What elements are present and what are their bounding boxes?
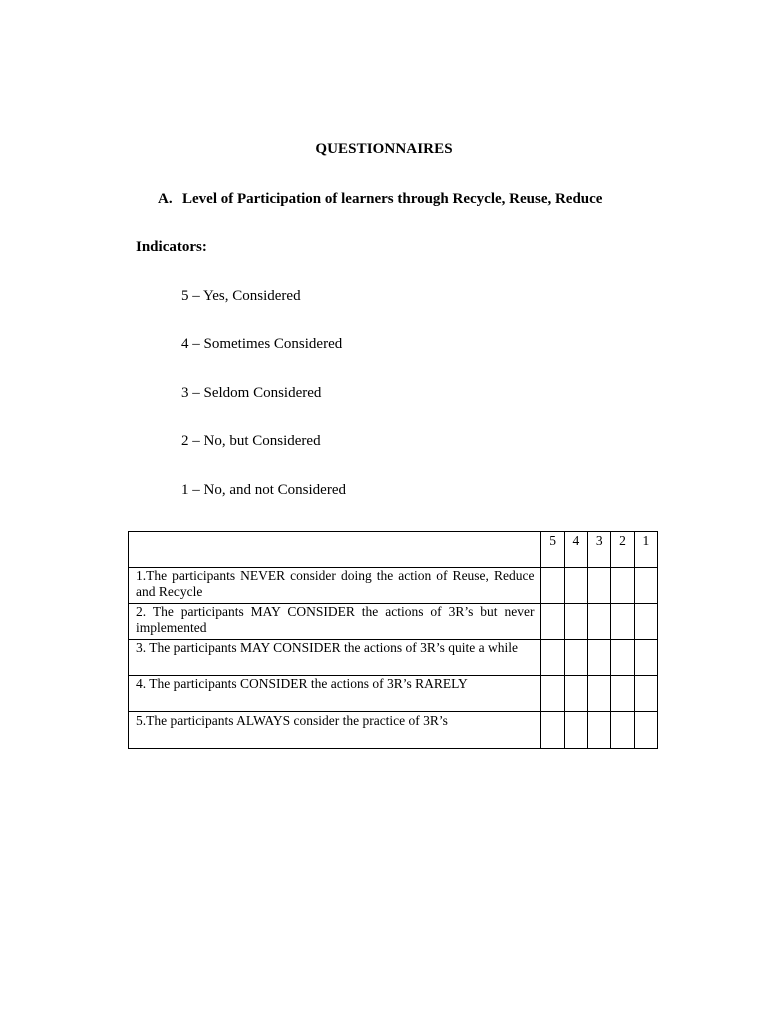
answer-cell-2[interactable] [611, 604, 634, 640]
answer-cell-3[interactable] [588, 676, 611, 712]
table-row [129, 568, 658, 604]
answer-cell-5[interactable] [541, 568, 564, 604]
answer-cell-3[interactable] [588, 568, 611, 604]
indicator-item-1: 1 – No, and not Considered [181, 482, 346, 498]
statement-cell: 1.The participants NEVER consider doing the action of Reuse, Reduce and Recycle [129, 568, 541, 604]
answer-cell-1[interactable] [634, 640, 657, 676]
score-header-5: 5 [541, 532, 564, 568]
answer-cell-4[interactable] [564, 676, 587, 712]
answer-cell-4[interactable] [564, 568, 587, 604]
score-header-3: 3 [588, 532, 611, 568]
statement-header-cell [129, 532, 541, 568]
section-letter: A. [158, 191, 173, 207]
table-row [129, 640, 658, 676]
answer-cell-2[interactable] [611, 676, 634, 712]
answer-cell-5[interactable] [541, 640, 564, 676]
indicator-item-5: 5 – Yes, Considered [181, 288, 301, 304]
answer-cell-4[interactable] [564, 640, 587, 676]
answer-cell-1[interactable] [634, 568, 657, 604]
answer-cell-3[interactable] [588, 712, 611, 749]
answer-cell-3[interactable] [588, 604, 611, 640]
score-header-1: 1 [634, 532, 657, 568]
indicator-item-4: 4 – Sometimes Considered [181, 336, 343, 352]
answer-cell-4[interactable] [564, 604, 587, 640]
statement-cell: 4. The participants CONSIDER the actions of 3R’s RARELY [129, 676, 541, 712]
answer-cell-5[interactable] [541, 676, 564, 712]
answer-cell-3[interactable] [588, 640, 611, 676]
answer-cell-2[interactable] [611, 712, 634, 749]
answer-cell-1[interactable] [634, 604, 657, 640]
indicators-heading: Indicators: [136, 239, 207, 255]
table-row [129, 712, 658, 749]
table-row [129, 676, 658, 712]
table-row [129, 604, 658, 640]
section-heading [158, 191, 602, 208]
section-heading-text: Level of Participation of learners through Recycle, Reuse, Reduce [182, 191, 603, 207]
table-header-row [129, 532, 658, 568]
indicator-item-3: 3 – Seldom Considered [181, 385, 322, 401]
answer-cell-1[interactable] [634, 676, 657, 712]
statement-cell: 2. The participants MAY CONSIDER the actions of 3R’s but never implemented [129, 604, 541, 640]
score-header-2: 2 [611, 532, 634, 568]
score-header-4: 4 [564, 532, 587, 568]
answer-cell-4[interactable] [564, 712, 587, 749]
indicator-item-2: 2 – No, but Considered [181, 433, 321, 449]
answer-cell-5[interactable] [541, 604, 564, 640]
statement-cell: 3. The participants MAY CONSIDER the actions of 3R’s quite a while [129, 640, 541, 676]
answer-cell-2[interactable] [611, 640, 634, 676]
answer-cell-1[interactable] [634, 712, 657, 749]
rating-table [128, 531, 658, 749]
answer-cell-2[interactable] [611, 568, 634, 604]
answer-cell-5[interactable] [541, 712, 564, 749]
page-title: QUESTIONNAIRES [315, 141, 453, 157]
statement-cell: 5.The participants ALWAYS consider the practice of 3R’s [129, 712, 541, 749]
